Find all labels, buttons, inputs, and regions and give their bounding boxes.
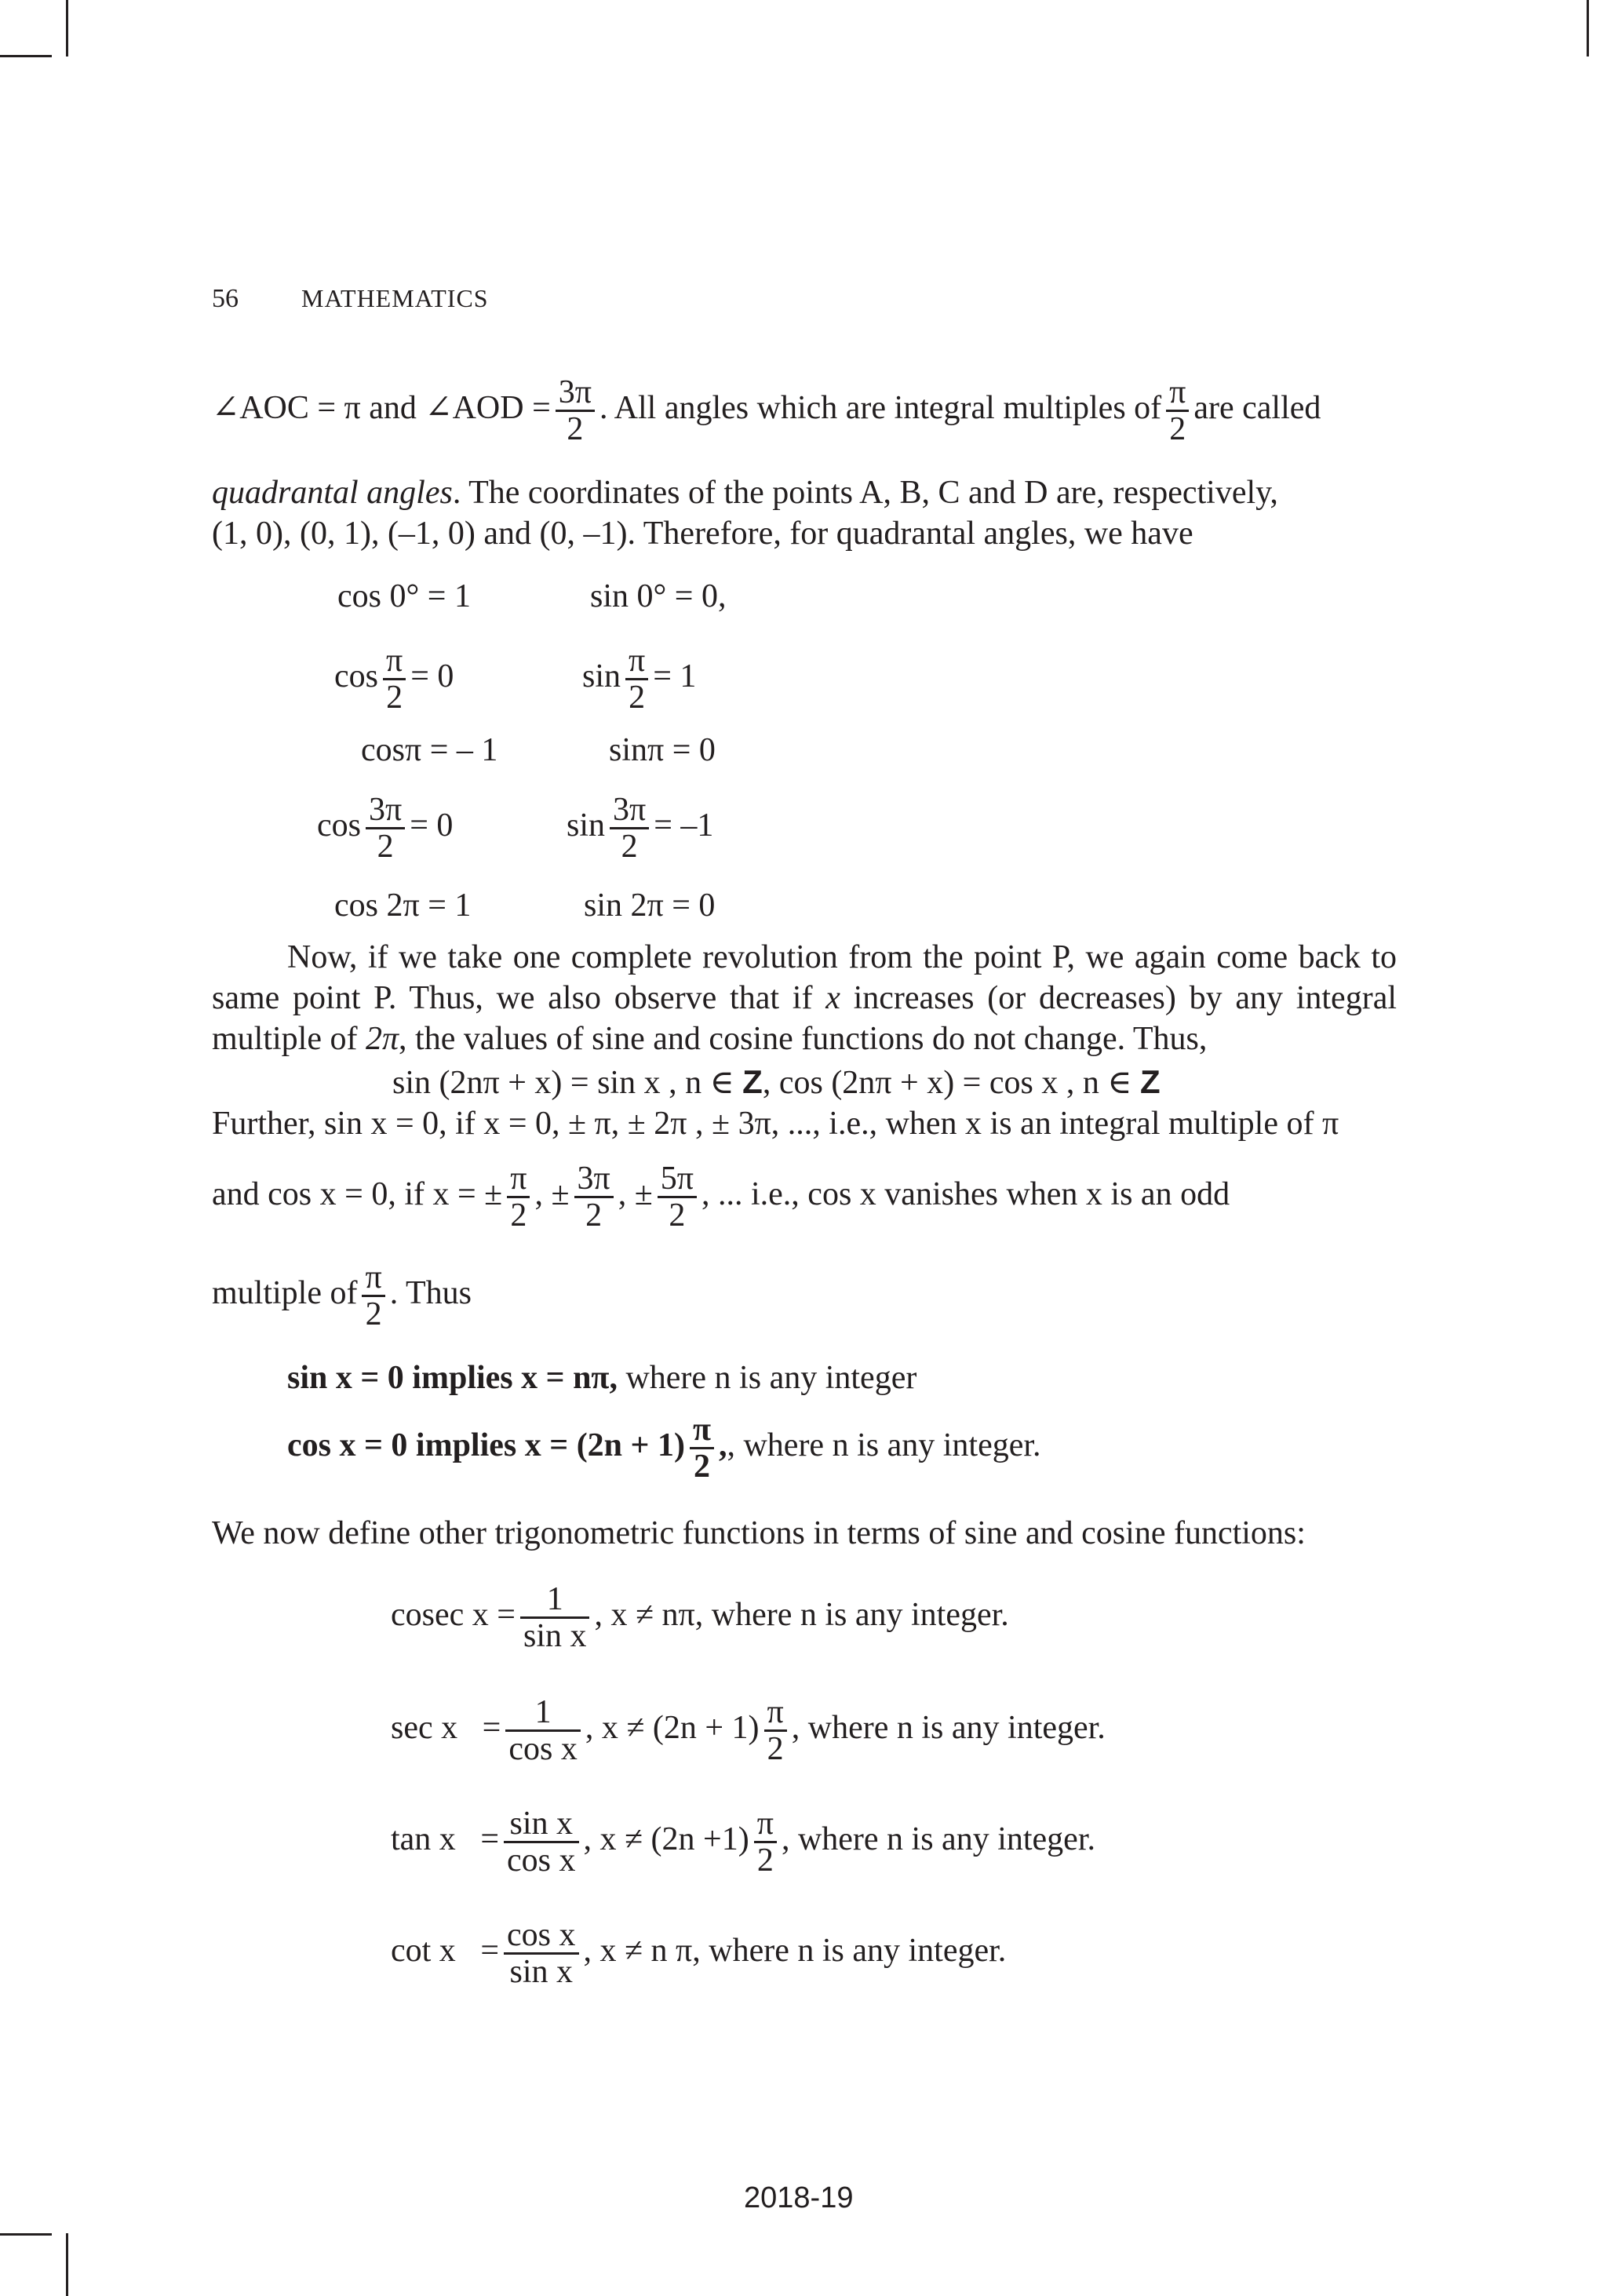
cos-pi-value: cosπ = – 1	[361, 732, 498, 768]
intro-line-2: . The coordinates of the points A, B, C and D are, respectively,	[452, 475, 1278, 511]
cos-zeros-line: and cos x = 0, if x = ± $\frac{\pi}{2}$ , ± $\frac{3\pi}{2}$ , ± $\frac{5\pi}{2}$ , ... i.e., cos x vanishes when x is an odd	[212, 1161, 1230, 1234]
fraction-3pi-over-2: $\frac{3\pi}{2}$	[574, 1161, 614, 1233]
cos-3pi-over-2-row: cos $\frac{3\pi}{2}$ = 0	[317, 792, 454, 866]
cot-definition: cot x = $\frac{\text{cos x}}{\text{sin x}}$ , x ≠ n π, where n is any integer.	[391, 1917, 1007, 1991]
fraction-pi-over-2: $\frac{\pi}{2}$	[362, 1260, 384, 1332]
fraction-pi-over-2: $\frac{\pi}{2}$	[690, 1412, 714, 1484]
fraction-pi-over-2: $\frac{\pi}{2}$	[1166, 375, 1189, 446]
page-number: 56	[212, 284, 239, 313]
sec-definition: sec x = $\frac{1}{\text{cos x}}$ , x ≠ (2n + 1) $\frac{\pi}{2}$ , where n is any integer.	[391, 1694, 1106, 1768]
fraction-3pi-over-2: $\frac{3\pi}{2}$	[366, 793, 405, 864]
sin-3pi-over-2-row: sin $\frac{3\pi}{2}$ = –1	[567, 792, 714, 866]
cos-2pi-value: cos 2π = 1	[334, 887, 472, 924]
fraction-3pi-over-2: $\frac{3\pi}{2}$	[610, 793, 649, 864]
fraction-1-over-cosx: $\frac{1}{\text{cos x}}$	[505, 1695, 581, 1766]
fraction-1-over-sinx: $\frac{1}{\text{sin x}}$	[520, 1582, 590, 1653]
crop-mark-top-left-v	[66, 0, 68, 56]
cos-0-value: cos 0° = 1	[337, 578, 471, 614]
sin-0-value: sin 0° = 0,	[590, 578, 727, 614]
fraction-3pi-over-2: $\frac{3\pi}{2}$	[556, 375, 595, 446]
intro-line-3: (1, 0), (0, 1), (–1, 0) and (0, –1). Therefore, for quadrantal angles, we have	[212, 516, 1193, 552]
fraction-pi-over-2: $\frac{\pi}{2}$	[625, 643, 648, 715]
intro-line-1	[212, 375, 1321, 446]
cos-zero-result: cos x = 0 implies x = (2n + 1) $\frac{\pi}{2}$ ,, where n is any integer.	[287, 1412, 1041, 1485]
tan-definition: tan x = $\frac{\text{sin x}}{\text{cos x}}$ , x ≠ (2n +1) $\frac{\pi}{2}$ , where n is any integer.	[391, 1806, 1095, 1879]
multiple-of-line: multiple of $\frac{\pi}{2}$ . Thus	[212, 1259, 472, 1333]
fraction-5pi-over-2: $\frac{5\pi}{2}$	[658, 1161, 697, 1233]
intro-are-called: are called	[1193, 390, 1321, 427]
crop-mark-bottom-left-v	[66, 2233, 68, 2296]
quadrantal-angles-term: quadrantal angles	[212, 475, 453, 511]
define-intro: We now define other trigonometric functions in terms of sine and cosine functions:	[212, 1515, 1306, 1551]
intro-multiples-text: . All angles which are integral multiples of	[599, 390, 1162, 427]
running-title: MATHEMATICS	[301, 284, 489, 312]
sin-pi-value: sinπ = 0	[609, 732, 716, 768]
crop-mark-top-right-v	[1587, 0, 1589, 56]
crop-mark-bottom-left-h	[0, 2233, 52, 2236]
fraction-pi-over-2: $\frac{\pi}{2}$	[754, 1806, 777, 1878]
cos-pi-over-2-row: cos $\frac{\pi}{2}$ = 0	[334, 643, 454, 716]
intro-angles-text: ∠AOC = π and ∠AOD =	[212, 390, 551, 427]
sin-2pi-value: sin 2π = 0	[584, 887, 716, 924]
sin-pi-over-2-row: sin $\frac{\pi}{2}$ = 1	[582, 643, 697, 716]
crop-mark-top-left-h	[0, 55, 52, 57]
fraction-pi-over-2: $\frac{\pi}{2}$	[764, 1695, 787, 1766]
footer-year: 2018-19	[744, 2181, 854, 2214]
fraction-cosx-over-sinx: $\frac{\text{cos x}}{\text{sin x}}$	[504, 1918, 579, 1989]
revolution-paragraph: Now, if we take one complete revolution from the point P, we again come back to same point P. Thus, we also observe that if x increases (or decreases) by any integral multiple of 2π, the values of sine and cosine functions do not change. Thus,	[212, 939, 1397, 1057]
fraction-pi-over-2: $\frac{\pi}{2}$	[507, 1161, 530, 1233]
periodicity-identity: sin (2nπ + x) = sin x , n ∈ Z, cos (2nπ + x) = cos x , n ∈ Z	[392, 1063, 1161, 1101]
intro-paragraph	[212, 472, 1397, 554]
fraction-sinx-over-cosx: $\frac{\text{sin x}}{\text{cos x}}$	[504, 1806, 579, 1878]
sin-zero-result: sin x = 0 implies x = nπ, where n is any integer	[287, 1360, 917, 1396]
sin-zeros-line: Further, sin x = 0, if x = 0, ± π, ± 2π , ± 3π, ..., i.e., when x is an integral multiple of π	[212, 1106, 1339, 1142]
fraction-pi-over-2: $\frac{\pi}{2}$	[383, 643, 406, 715]
cosec-definition: cosec x = $\frac{1}{\text{sin x}}$ , x ≠ nπ, where n is any integer.	[391, 1581, 1009, 1655]
